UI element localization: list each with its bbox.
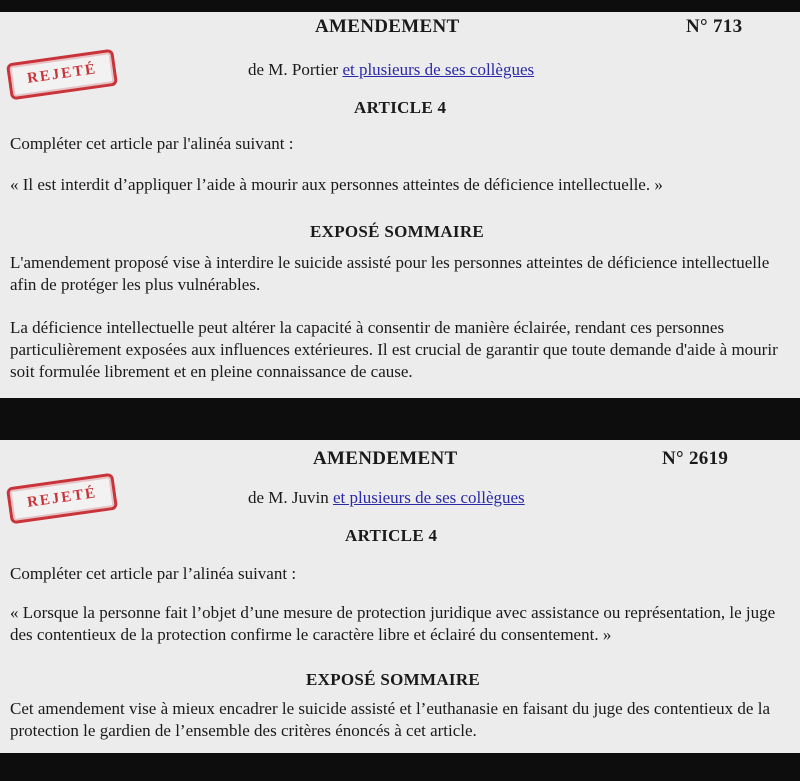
amendment-title: AMENDEMENT [315,16,460,37]
summary-heading: EXPOSÉ SOMMAIRE [306,670,481,689]
amendment-title: AMENDEMENT [313,448,458,469]
amendment-number: N° 713 [686,16,743,37]
instruction-text: Compléter cet article par l'alinéa suivant : [10,134,294,153]
amendment-713 [0,12,800,398]
summary-paragraph-2: La déficience intellectuelle peut altérer la capacité à consentir de manière éclairée, rendant ces personnes particulièrement exposées aux influences extérieures. Il est crucial de garantir que toute demande d'aide à mourir soit formulée librement et en pleine connaissance de cause. [10,318,778,381]
amendment-quote: « Il est interdit d’appliquer l’aide à mourir aux personnes atteintes de déficience intellectuelle. » [10,175,663,194]
colleagues-link[interactable]: et plusieurs de ses collègues [333,488,525,507]
summary-paragraph-1: L'amendement proposé vise à interdire le suicide assisté pour les personnes atteintes de déficience intellectuelle afin de protéger les plus vulnérables. [10,253,770,294]
rejected-stamp: REJETÉ [6,473,118,525]
author-line [248,60,534,80]
amendment-quote: « Lorsque la personne fait l’objet d’une mesure de protection juridique avec assistance ou représentation, le juge des contentieux de la protection confirme le caractère libre et éclairé du consentement. » [10,603,776,644]
amendment-2619 [0,440,800,753]
rejected-stamp: REJETÉ [6,49,118,101]
amendment-number: N° 2619 [662,448,729,469]
author-name: de M. Portier [248,60,339,79]
article-heading: ARTICLE 4 [345,526,438,545]
summary-heading: EXPOSÉ SOMMAIRE [310,222,485,241]
instruction-text: Compléter cet article par l’alinéa suivant : [10,564,297,583]
article-heading: ARTICLE 4 [354,98,447,117]
colleagues-link[interactable]: et plusieurs de ses collègues [342,60,535,79]
summary-paragraph-1: Cet amendement vise à mieux encadrer le suicide assisté et l’euthanasie en faisant du juge des contentieux de la protection le gardien de l’ensemble des critères énoncés à cet article. [10,699,770,740]
author-name: de M. Juvin [248,488,329,507]
author-line [248,488,525,508]
